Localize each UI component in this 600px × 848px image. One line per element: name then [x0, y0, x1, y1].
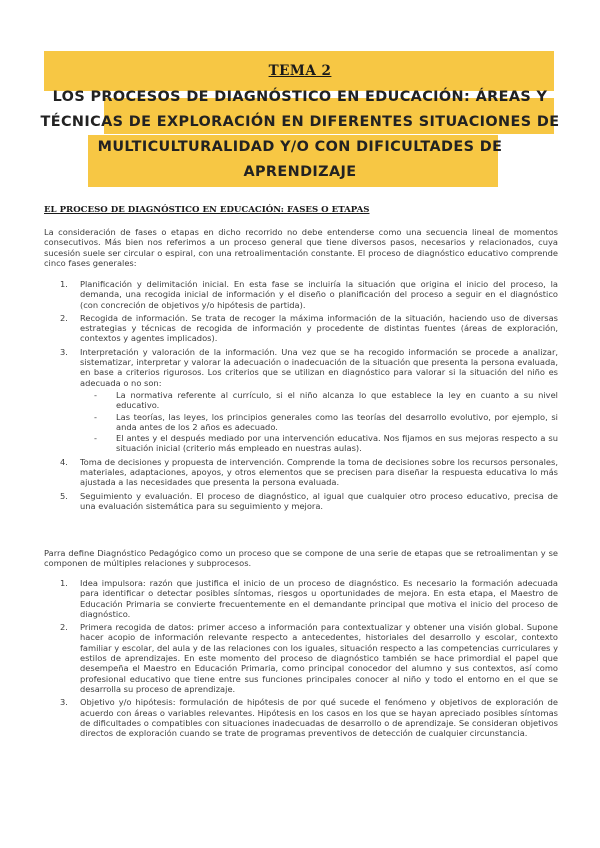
- item-number: 2.: [60, 312, 68, 323]
- title-line: TÉCNICAS DE EXPLORACIÓN EN DIFERENTES SITUACIONES DE: [40, 114, 560, 130]
- criteria-item: [80, 390, 558, 411]
- list-item: [44, 578, 558, 619]
- tema-label: TEMA 2: [268, 63, 332, 79]
- stages-list: [44, 578, 558, 741]
- item-text: Objetivo y/o hipótesis: formulación de hipótesis de por qué sucede el fenómeno y objetivos de exploración de acuerdo con áreas o variables relevantes. Hipótesis en los casos en los que se hayan apreciado posibles síntomas de dificultades o compatibles con situaciones inadecuadas de desarrollo o de aprendizaje. Se consideran objetivos directos de exploración cuando se trate de programas preventivos de detección de cualquier circunstancia.: [80, 697, 558, 739]
- document-header: [30, 62, 570, 185]
- item-text: Toma de decisiones y propuesta de intervención. Comprende la toma de decisiones sobre los recursos personales, materiales, adaptaciones, apoyos, y otros elementos que se precisen para diseñar la respuesta educativa lo más ajustada a las necesidades que presenta la persona evaluada.: [80, 456, 558, 488]
- title-line: MULTICULTURALIDAD Y/O CON DIFICULTADES DE: [97, 139, 503, 155]
- item-number: 3.: [60, 697, 68, 708]
- item-text: Interpretación y valoración de la información. Una vez que se ha recogido información se procede a analizar, sistematizar, interpretar y valorar la adecuación o inadecuación de la situación que presenta la persona evaluada, en base a criterios rigurosos. Los criterios que se utilizan en diagnóstico para valorar si la situación del niño es adecuada o no son:: [80, 346, 558, 388]
- list-item: [44, 313, 558, 344]
- criteria-text: Las teorías, las leyes, los principios generales como las teorías del desarrollo evolutivo, por ejemplo, si anda antes de los 2 años es adecuado.: [116, 411, 558, 432]
- criteria-text: La normativa referente al currículo, si el niño alcanza lo que establece la ley en cuanto a su nivel educativo.: [116, 389, 558, 411]
- item-number: 4.: [60, 456, 68, 467]
- document-title: [30, 85, 570, 185]
- parra-paragraph: Parra define Diagnóstico Pedagógico como un proceso que se compone de una serie de etapas que se retroalimentan y se componen de múltiples relaciones y subprocesos.: [44, 548, 558, 569]
- section-heading: EL PROCESO DE DIAGNÓSTICO EN EDUCACIÓN: FASES O ETAPAS: [44, 205, 370, 215]
- item-text: Seguimiento y evaluación. El proceso de diagnóstico, al igual que cualquier otro proceso educativo, precisa de una evaluación sistemática para su seguimiento y mejora.: [80, 490, 558, 511]
- list-item: [44, 457, 558, 488]
- phases-list: [44, 279, 558, 514]
- item-text: Idea impulsora: razón que justifica el inicio de un proceso de diagnóstico. Es necesario la formación adecuada para identificar o detectar posibles síntomas, riesgos u oportunidades de mejora. En esta etapa, el Maestro de Educación Primaria se convierte frecuentemente en el demandante principal que motiva el inicio del proceso de diagnóstico.: [80, 578, 558, 619]
- list-item: [44, 697, 558, 738]
- item-number: 1.: [60, 578, 68, 588]
- item-number: 2.: [60, 622, 68, 633]
- list-item: [44, 622, 558, 694]
- dash-bullet: -: [94, 389, 97, 400]
- item-number: 3.: [60, 346, 68, 357]
- list-item: [44, 279, 558, 310]
- item-text: Planificación y delimitación inicial. En esta fase se incluiría la situación que origina el inicio del proceso, la demanda, una recogida inicial de información y el diseño o planificación del proceso a seguir en el diagnóstico (con concreción de objetivos y/o hipótesis de partida).: [80, 279, 558, 310]
- list-item: [44, 491, 558, 512]
- intro-paragraph: La consideración de fases o etapas en dicho recorrido no debe entenderse como una secuencia lineal de momentos consecutivos. Más bien nos referimos a un proceso general que tiene diversos pasos, necesarios y relacionados, cuya sucesión suele ser circular o espiral, con una retroalimentación constante. El proceso de diagnóstico educativo comprende cinco fases generales:: [44, 227, 558, 268]
- item-text: Recogida de información. Se trata de recoger la máxima información de la situación, haciendo uso de diversas estrategias y técnicas de recogida de información y procedente de distintas fuentes (áreas de exploración, contextos y agentes implicados).: [80, 312, 558, 344]
- dash-bullet: -: [94, 433, 97, 444]
- criteria-item: [80, 433, 558, 454]
- title-line: LOS PROCESOS DE DIAGNÓSTICO EN EDUCACIÓN: ÁREAS Y: [52, 89, 548, 105]
- criteria-item: [80, 412, 558, 433]
- title-line: APRENDIZAJE: [243, 164, 357, 180]
- criteria-list: [80, 390, 558, 454]
- item-number: 5.: [60, 490, 68, 501]
- dash-bullet: -: [94, 411, 97, 422]
- item-number: 1.: [60, 279, 68, 289]
- item-text: Primera recogida de datos: primer acceso a información para contextualizar y obtener una visión global. Supone hacer acopio de información relevante respecto a antecedentes, historiales del desarrollo y escolar, contexto familiar y escolar, del aula y de las relaciones con los iguales, situación respecto a las competencias curriculares y estilos de aprendizajes. En este momento del proceso de diagnóstico también se hace primordial el papel que desempeña el Maestro en Educación Primaria, como principal conocedor del alumno y sus contextos, así como profesional educativo que tiene entre sus funciones principales conocer al niño y todo el entorno en el que se desarrolla su proceso de aprendizaje.: [80, 622, 558, 694]
- list-item: [44, 347, 558, 454]
- criteria-text: El antes y el después mediado por una intervención educativa. Nos fijamos en sus mejoras respecto a su situación inicial (criterio más empleado en nuestras aulas).: [116, 433, 558, 454]
